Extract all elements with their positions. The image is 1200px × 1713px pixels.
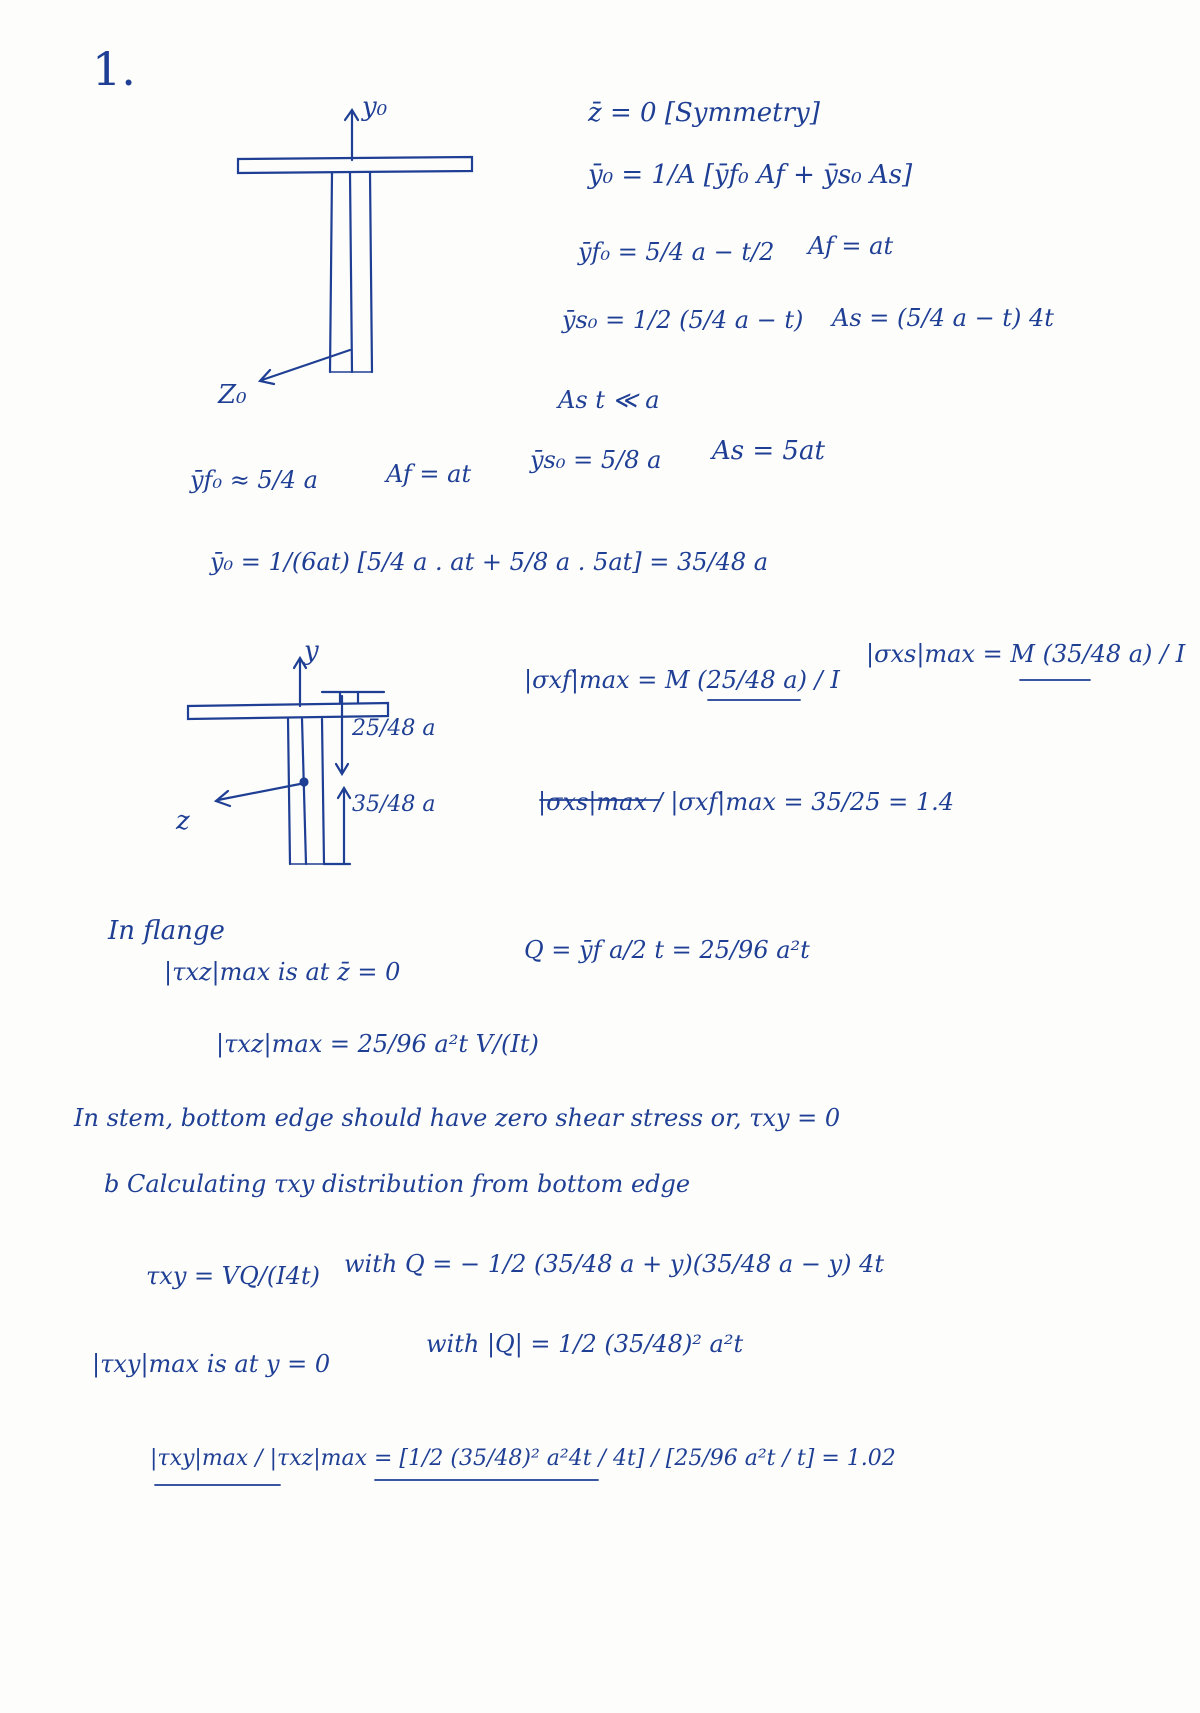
eq-as-approx: As = 5at bbox=[712, 436, 825, 466]
eq-ys0-definition: ȳs₀ = 1/2 (5/4 a − t) bbox=[562, 306, 804, 334]
centroid-dot bbox=[301, 779, 308, 786]
t-section-figure-2 bbox=[188, 658, 388, 864]
eq-yf0-definition: ȳf₀ = 5/4 a − t/2 bbox=[578, 238, 775, 266]
eq-sigma-stem: |σxs|max = M (35/48 a) / I bbox=[866, 640, 1186, 668]
eq-tau-xz-location: |τxz|max is at z̄ = 0 bbox=[164, 958, 401, 986]
eq-sigma-ratio: |σxs|max / |σxf|max = 35/25 = 1.4 bbox=[538, 788, 954, 816]
y-axis-label: y bbox=[304, 636, 319, 666]
flange-heading: In flange bbox=[108, 916, 225, 946]
z0-axis-arrow bbox=[262, 350, 350, 380]
eq-ys0-approx: ȳs₀ = 5/8 a bbox=[530, 446, 662, 474]
eq-af-approx: Af = at bbox=[386, 460, 472, 488]
eq-y0-definition: ȳ₀ = 1/A [ȳf₀ Af + ȳs₀ As] bbox=[588, 160, 913, 190]
eq-sigma-flange: |σxf|max = M (25/48 a) / I bbox=[524, 666, 840, 694]
eq-yf0-approx: ȳf₀ ≈ 5/4 a bbox=[190, 466, 318, 494]
y0-axis-label: y₀ bbox=[362, 92, 388, 122]
t-section-figure-1 bbox=[238, 110, 472, 384]
top-distance-label: 25/48 a bbox=[352, 716, 436, 741]
eq-tau-ratio: |τxy|max / |τxz|max = [1/2 (35/48)² a²4t / 4t] / [25/96 a²t / t] = 1.02 bbox=[150, 1446, 896, 1471]
eq-af-definition: Af = at bbox=[808, 232, 894, 260]
eq-tau-xz-max: |τxz|max = 25/96 a²t V/(It) bbox=[216, 1030, 539, 1058]
z-axis-label: z bbox=[176, 806, 190, 836]
bottom-distance-label: 35/48 a bbox=[352, 792, 436, 817]
eq-y0-calculation: ȳ₀ = 1/(6at) [5/4 a . at + 5/8 a . 5at] = 35/48 a bbox=[210, 548, 769, 576]
eq-tau-xy-location: |τxy|max is at y = 0 bbox=[92, 1350, 331, 1378]
stem-statement-line1: In stem, bottom edge should have zero shear stress or, τxy = 0 bbox=[74, 1104, 841, 1132]
stem-statement-line2: b Calculating τxy distribution from bottom edge bbox=[104, 1170, 691, 1198]
eq-as-definition: As = (5/4 a − t) 4t bbox=[832, 304, 1054, 332]
eq-tau-xy: τxy = VQ/(I4t) bbox=[146, 1262, 320, 1290]
eq-q-stem: with Q = − 1/2 (35/48 a + y)(35/48 a − y) 4t bbox=[344, 1250, 885, 1278]
eq-q-flange: Q = ȳf a/2 t = 25/96 a²t bbox=[524, 936, 810, 964]
eq-zbar: z̄ = 0 [Symmetry] bbox=[588, 98, 820, 128]
eq-q-abs: with |Q| = 1/2 (35/48)² a²t bbox=[426, 1330, 744, 1358]
z0-axis-label: Z₀ bbox=[218, 380, 247, 410]
eq-assumption: As t ≪ a bbox=[558, 386, 660, 414]
problem-number: 1. bbox=[92, 42, 136, 96]
z-axis-arrow bbox=[218, 784, 300, 800]
